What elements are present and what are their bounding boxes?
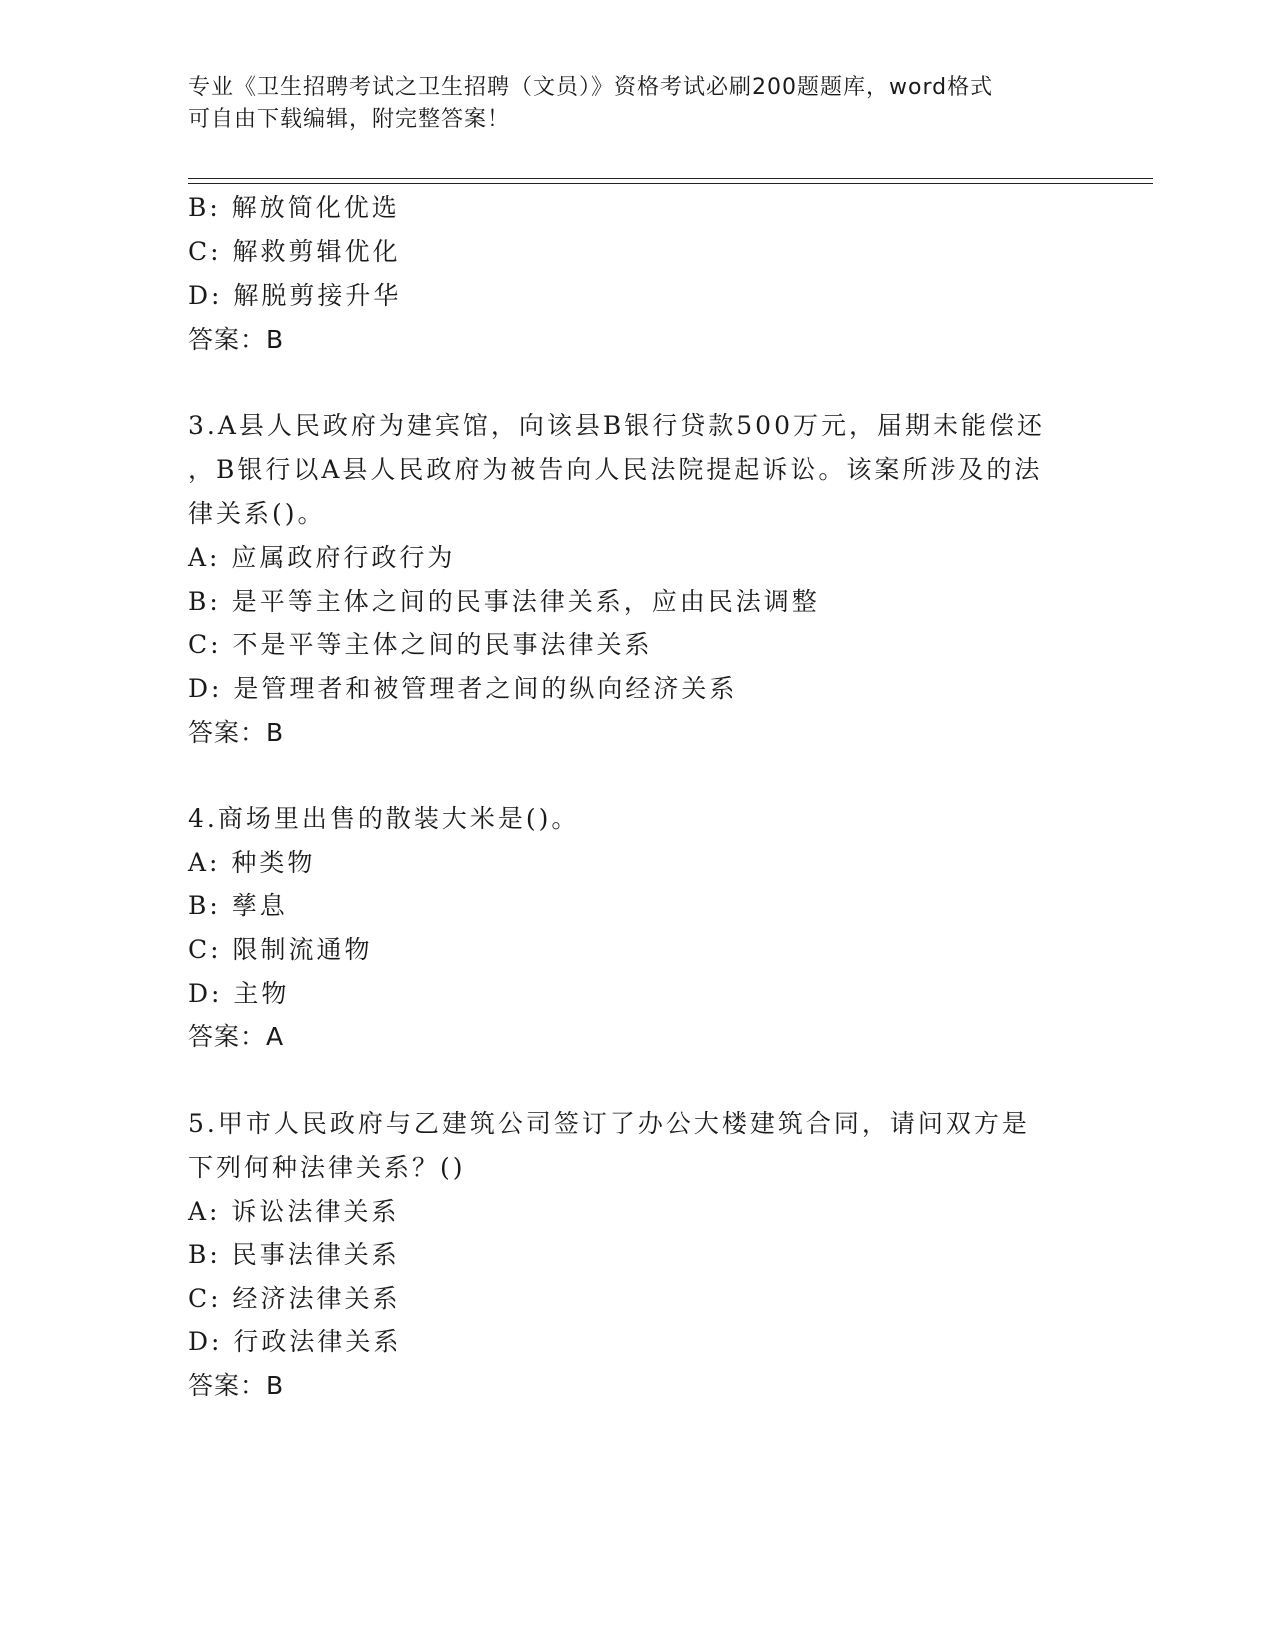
header-line-2: 可自由下载编辑，附完整答案！ — [188, 107, 511, 132]
question-stem: ，B银行以A县人民政府为被告向人民法院提起诉讼。该案所涉及的法 — [188, 455, 1043, 484]
question-stem: 5.甲市人民政府与乙建筑公司签订了办公大楼建筑合同，请问双方是 — [188, 1109, 1030, 1138]
option-d: D: 主物 — [188, 979, 290, 1008]
option-d: D: 是管理者和被管理者之间的纵向经济关系 — [188, 674, 738, 703]
option-c: C: 限制流通物 — [188, 935, 373, 964]
option-c: C: 经济法律关系 — [188, 1284, 401, 1313]
option-c: C: 不是平等主体之间的民事法律关系 — [188, 630, 653, 659]
question-stem: 下列何种法律关系？() — [188, 1153, 466, 1182]
question-stem: 4.商场里出售的散装大米是()。 — [188, 804, 580, 833]
option-b: B: 民事法律关系 — [188, 1240, 400, 1269]
option-b: B: 解放简化优选 — [188, 193, 400, 222]
option-a: A: 种类物 — [188, 848, 316, 877]
answer: 答案：B — [188, 1371, 285, 1400]
question-stem: 3.A县人民政府为建宾馆，向该县B银行贷款500万元，届期未能偿还 — [188, 411, 1045, 440]
header-divider-top — [188, 178, 1153, 179]
option-d: D: 行政法律关系 — [188, 1327, 402, 1356]
option-a: A: 应属政府行政行为 — [188, 543, 456, 572]
answer: 答案：B — [188, 718, 285, 747]
option-b: B: 孳息 — [188, 891, 288, 920]
question-stem: 律关系()。 — [188, 499, 326, 528]
document-header — [188, 72, 1068, 136]
option-a: A: 诉讼法律关系 — [188, 1197, 400, 1226]
option-b: B: 是平等主体之间的民事法律关系，应由民法调整 — [188, 587, 820, 616]
option-d: D: 解脱剪接升华 — [188, 281, 402, 310]
answer: 答案：A — [188, 1022, 285, 1051]
header-line-1: 专业《卫生招聘考试之卫生招聘（文员）》资格考试必刷200题题库，word格式 — [188, 75, 994, 100]
option-c: C: 解救剪辑优化 — [188, 237, 401, 266]
answer: 答案：B — [188, 325, 285, 354]
header-divider-bottom — [188, 183, 1153, 184]
